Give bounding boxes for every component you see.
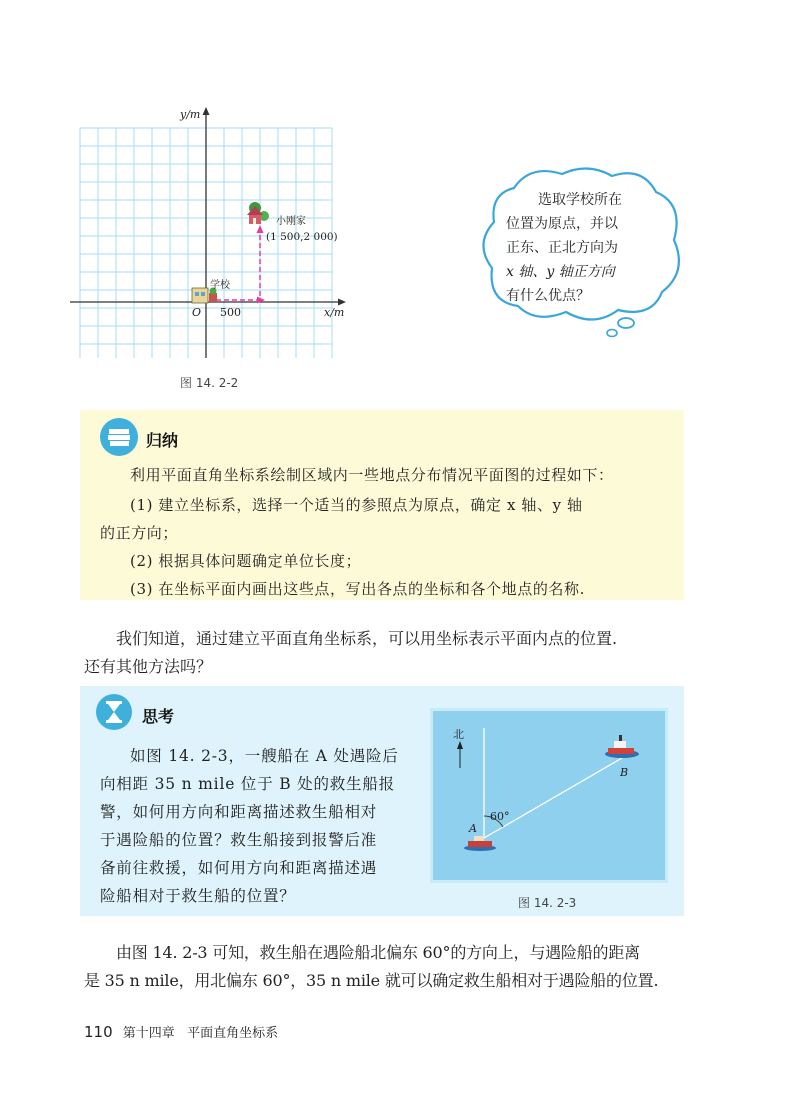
x-axis-arrow [338, 299, 346, 306]
tick-label-500: 500 [220, 306, 241, 319]
cloud-line: 正东、正北方向为 [506, 240, 618, 256]
summary-line: 的正方向； [100, 524, 179, 542]
books-icon [100, 418, 138, 456]
summary-line: (2) 根据具体问题确定单位长度； [130, 552, 362, 570]
home-label: 小刚家 [276, 216, 306, 227]
point-b-label: B [620, 766, 629, 779]
north-label: 北 [453, 728, 464, 741]
x-axis-label: x/m [324, 306, 345, 319]
point-a-label: A [469, 822, 477, 835]
think-line: 如图 14. 2-3，一艘船在 A 处遇险后 [130, 747, 399, 765]
page-footer [84, 1022, 278, 1041]
body-paragraph-line: 还有其他方法吗？ [84, 657, 213, 676]
chapter-title: 第十四章 平面直角坐标系 [122, 1026, 279, 1041]
think-line: 向相距 35 n mile 位于 B 处的救生船报 [100, 775, 395, 793]
route-arrow-north [257, 225, 264, 233]
y-axis-arrow [203, 107, 210, 115]
summary-line: (1) 建立坐标系，选择一个适当的参照点为原点，确定 x 轴、y 轴 [130, 496, 583, 514]
think-line: 险船相对于救生船的位置？ [100, 887, 296, 905]
angle-label: 60° [490, 810, 510, 823]
summary-title: 归纳 [146, 431, 179, 450]
body-paragraph-line: 是 35 n mile，用北偏东 60°，35 n mile 就可以确定救生船相对于遇险船的位置. [84, 971, 659, 990]
coordinate-map-figure [70, 100, 360, 365]
cloud-line: 有什么优点？ [506, 288, 590, 304]
ship-diagram-figure [430, 708, 668, 883]
home-icon [247, 202, 269, 224]
body-paragraph-line: 由图 14. 2-3 可知，救生船在遇险船北偏东 60°的方向上，与遇险船的距离 [116, 943, 640, 962]
think-title: 思考 [142, 707, 175, 726]
cloud-line: 位置为原点，并以 [506, 216, 618, 232]
origin-label: O [192, 306, 202, 319]
body-paragraph-line: 我们知道，通过建立平面直角坐标系，可以用坐标表示平面内点的位置. [116, 629, 618, 648]
think-line: 警，如何用方向和距离描述救生船相对 [100, 803, 378, 821]
figure-14-2-2-caption: 图 14. 2-2 [180, 376, 239, 390]
page-number: 110 [84, 1023, 113, 1041]
summary-line: (3) 在坐标平面内画出这些点，写出各点的坐标和各个地点的名称. [130, 580, 585, 598]
think-line: 备前往救援，如何用方向和距离描述遇 [100, 859, 378, 877]
figure-14-2-3-caption: 图 14. 2-3 [518, 896, 577, 910]
cloud-text [506, 188, 676, 308]
home-coordinate: (1 500,2 000) [266, 231, 338, 243]
cloud-line: x 轴、y 轴正方向 [506, 264, 615, 280]
y-axis-label: y/m [180, 108, 201, 121]
school-label: 学校 [210, 280, 230, 291]
summary-line: 利用平面直角坐标系绘制区域内一些地点分布情况平面图的过程如下： [130, 466, 614, 484]
think-line: 于遇险船的位置？救生船接到报警后准 [100, 831, 378, 849]
cloud-line: 选取学校所在 [538, 192, 622, 208]
hourglass-icon [96, 694, 132, 730]
